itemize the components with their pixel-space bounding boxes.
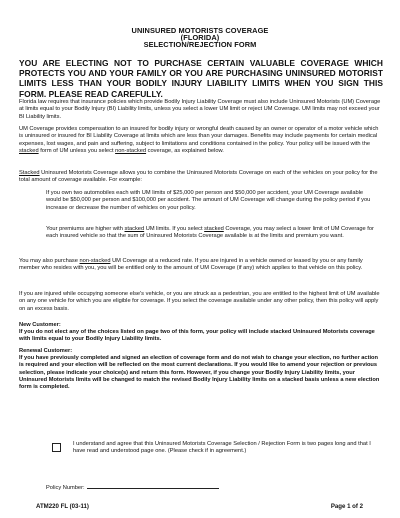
text-segment: You may also purchase (19, 258, 80, 264)
text-segment: Coverage, you may select a lower limit of UM Coverage for each insured vehicle so that the sum of Uninsured Motorists Coverage available is at the limits and premium you want. (46, 226, 374, 240)
text-segment: Uninsured Motorists Coverage allows you to combine the Uninsured Motorists Coverage on each of the vehicles on your policy for the total amount of coverage available. For example: (19, 170, 378, 184)
acknowledgement-text: I understand and agree that this Uninsured Motorists Coverage Selection / Rejection Form is two pages long and that I have read and understood page one. (Please check if in agreement.) (73, 441, 371, 455)
page-number: Page 1 of 2 (330, 503, 363, 510)
new-customer-heading: New Customer: (19, 322, 61, 328)
renewal-customer-heading: Renewal Customer: (19, 348, 73, 354)
text-segment: coverage, as explained below. (146, 147, 224, 154)
form-title-line1: UNINSURED MOTORISTS COVERAGE (131, 26, 269, 35)
new-customer-text: If you do not elect any of the choices listed on page two of this form, your policy will include stacked Uninsured Motorists coverage with limits equal to your Bodily Injury Liability limits. (19, 329, 375, 343)
paragraph-florida-law: Florida law requires that insurance policies which provide Bodily Injury Liability Coverage must also include Uninsured Motorists (UM) Coverage at limits equal to your Bodily Injury (BI) Liability limits, unless you select a lower UM limit or reject UM Coverage. UM limits may not exceed your BI Liability limits. (19, 99, 381, 120)
underlined-term: stacked (19, 147, 39, 154)
text-segment: UM Coverage provides compensation to an insured for bodily injury or wrongful death caused by an owner or operator of a motor vehicle which is uninsured or insured for BI Liability Coverage at limits which are less than your damages. Benefits may include payments for certain medical expenses, lost wages, and pain and suffering, subject to limitations and conditions contained in the policy. Your policy will be issued with the (19, 126, 379, 147)
policy-number-row (46, 483, 219, 492)
underlined-term: stacked (204, 226, 224, 232)
warning-notice: YOU ARE ELECTING NOT TO PURCHASE CERTAIN VALUABLE COVERAGE WHICH PROTECTS YOU AND YOUR FAMILY OR YOU ARE PURCHASING UNINSURED MOTORIST LIMITS LESS THAN YOUR BODILY INJURY LIABILITY LIMITS WHEN YOU SIGN THIS FORM. PLEASE READ CAREFULLY. (19, 58, 383, 99)
policy-number-label: Policy Number: (46, 485, 85, 491)
paragraph-non-stacked (19, 258, 383, 273)
agreement-checkbox[interactable] (52, 443, 61, 452)
underlined-term: non-stacked (79, 258, 111, 264)
text-segment: UM limits. If you select (144, 226, 205, 232)
underlined-term: Stacked (19, 170, 40, 176)
text-segment: form of UM unless you select (38, 147, 116, 154)
paragraph-um-coverage (19, 126, 383, 155)
underlined-term: stacked (124, 226, 145, 232)
text-segment: UM Coverage at a reduced rate. If you are injured in a vehicle owned or leased by you or any family member who resides with you, you will be entitled only to the amount of UM Coverage (if any) which applies to that vehicle on this policy. (19, 258, 363, 272)
form-title-line3: SELECTION/REJECTION FORM (143, 40, 257, 49)
form-id: ATM220 FL (03-11) (36, 503, 89, 510)
renewal-customer-text: If you have previously completed and signed an election of coverage form and do not wish to change your election, no further action is required and your election will be reflected on the most current declarations. If you would like to amend your rejection or previous selection, please indicate your choice(s) and return this form. However, if you change your Bodily Injury Liability limits, your Uninsured Motorists limits will be changed to match the revised Bodily Injury Liability limits on a stacked basis unless a new election form is completed. (19, 355, 380, 391)
policy-number-field[interactable] (87, 483, 219, 489)
underlined-term: non-stacked (115, 147, 147, 154)
paragraph-stacked (19, 170, 383, 185)
text-segment: Your premiums are higher with (46, 226, 125, 232)
form-title-line2: (FLORIDA) (180, 33, 220, 42)
example-premiums (46, 226, 376, 241)
paragraph-pedestrian: If you are injured while occupying someone else's vehicle, or you are struck as a pedestrian, you are entitled to the highest limit of UM available on any one vehicle for which you are eligible for coverage. If you select the coverage available under any other policy, then this policy will apply on an excess basis. (19, 291, 380, 312)
example-two-automobiles: If you own two automobiles each with UM limits of $25,000 per person and $50,000 per accident, your UM Coverage available would be $50,000 per person and $100,000 per accident. The amount of UM Coverage will change during the policy period if you increase or decrease the number of vehicles on your policy. (46, 190, 371, 211)
